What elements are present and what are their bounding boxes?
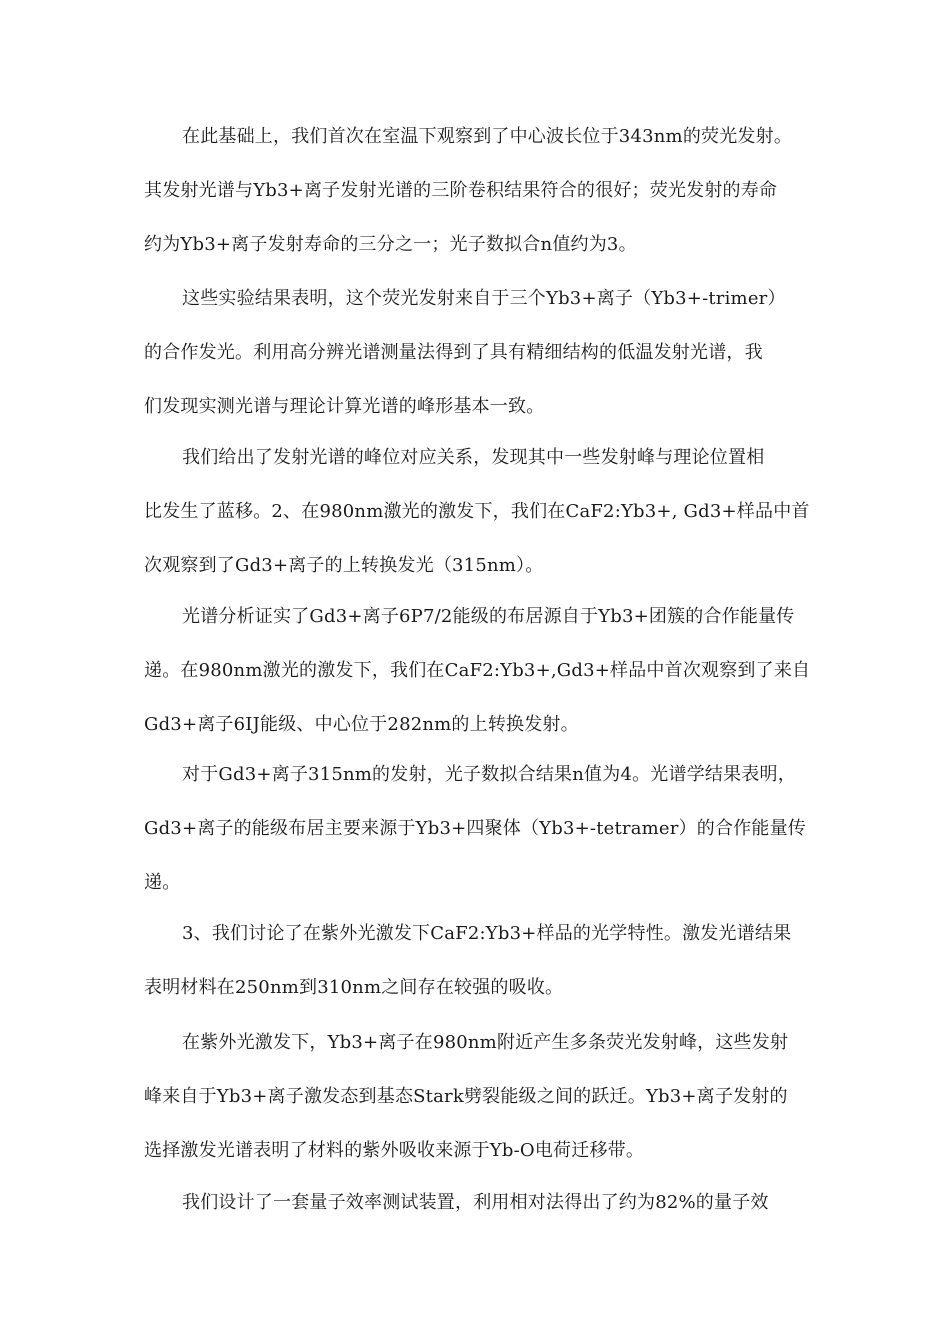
- text-line: 比发生了蓝移。2、在980nm激光的激发下，我们在CaF2:Yb3+, Gd3+样品中首: [144, 501, 810, 522]
- text-line: 光谱分析证实了Gd3+离子6P7/2能级的布居源自于Yb3+团簇的合作能量传: [182, 606, 795, 627]
- text-line: 次观察到了Gd3+离子的上转换发光（315nm）。: [144, 555, 544, 576]
- text-line: 在此基础上，我们首次在室温下观察到了中心波长位于343nm的荧光发射。: [182, 126, 793, 147]
- text-line: 约为Yb3+离子发射寿命的三分之一；光子数拟合n值约为3。: [144, 234, 637, 255]
- text-line: 我们给出了发射光谱的峰位对应关系，发现其中一些发射峰与理论位置相: [182, 447, 765, 468]
- text-line: 的合作发光。利用高分辨光谱测量法得到了具有精细结构的低温发射光谱，我: [144, 342, 763, 363]
- paragraph-5: [144, 748, 806, 910]
- text-line: 峰来自于Yb3+离子激发态到基态Stark劈裂能级之间的跃迁。Yb3+离子发射的: [144, 1086, 788, 1107]
- text-line: 表明材料在250nm到310nm之间存在较强的吸收。: [144, 977, 564, 998]
- text-line: 递。: [144, 872, 181, 893]
- paragraph-1: [144, 110, 792, 272]
- text-line: 在紫外光激发下，Yb3+离子在980nm附近产生多条荧光发射峰，这些发射: [182, 1032, 789, 1053]
- paragraph-3: [144, 431, 810, 593]
- paragraph-6: [144, 907, 791, 1015]
- text-line: 递。在980nm激光的激发下，我们在CaF2:Yb3+,Gd3+样品中首次观察到了来自: [144, 660, 811, 681]
- paragraph-2: [144, 272, 786, 434]
- paragraph-7: [144, 1016, 788, 1178]
- text-line: 我们设计了一套量子效率测试装置，利用相对法得出了约为82%的量子效: [182, 1192, 769, 1213]
- text-line: 选择激发光谱表明了材料的紫外吸收来源于Yb-O电荷迁移带。: [144, 1140, 645, 1161]
- text-line: 3、我们讨论了在紫外光激发下CaF2:Yb3+样品的光学特性。激发光谱结果: [182, 923, 792, 944]
- text-line: Gd3+离子6IJ能级、中心位于282nm的上转换发射。: [144, 714, 579, 735]
- text-line: 这些实验结果表明，这个荧光发射来自于三个Yb3+离子（Yb3+-trimer）: [182, 288, 786, 309]
- paragraph-4: [144, 590, 810, 752]
- paragraph-8: [144, 1176, 769, 1230]
- text-line: 们发现实测光谱与理论计算光谱的峰形基本一致。: [144, 396, 545, 417]
- text-line: 其发射光谱与Yb3+离子发射光谱的三阶卷积结果符合的很好；荧光发射的寿命: [144, 180, 778, 201]
- text-line: Gd3+离子的能级布居主要来源于Yb3+四聚体（Yb3+-tetramer）的合作能量传: [144, 818, 806, 839]
- text-line: 对于Gd3+离子315nm的发射，光子数拟合结果n值为4。光谱学结果表明，: [182, 764, 796, 785]
